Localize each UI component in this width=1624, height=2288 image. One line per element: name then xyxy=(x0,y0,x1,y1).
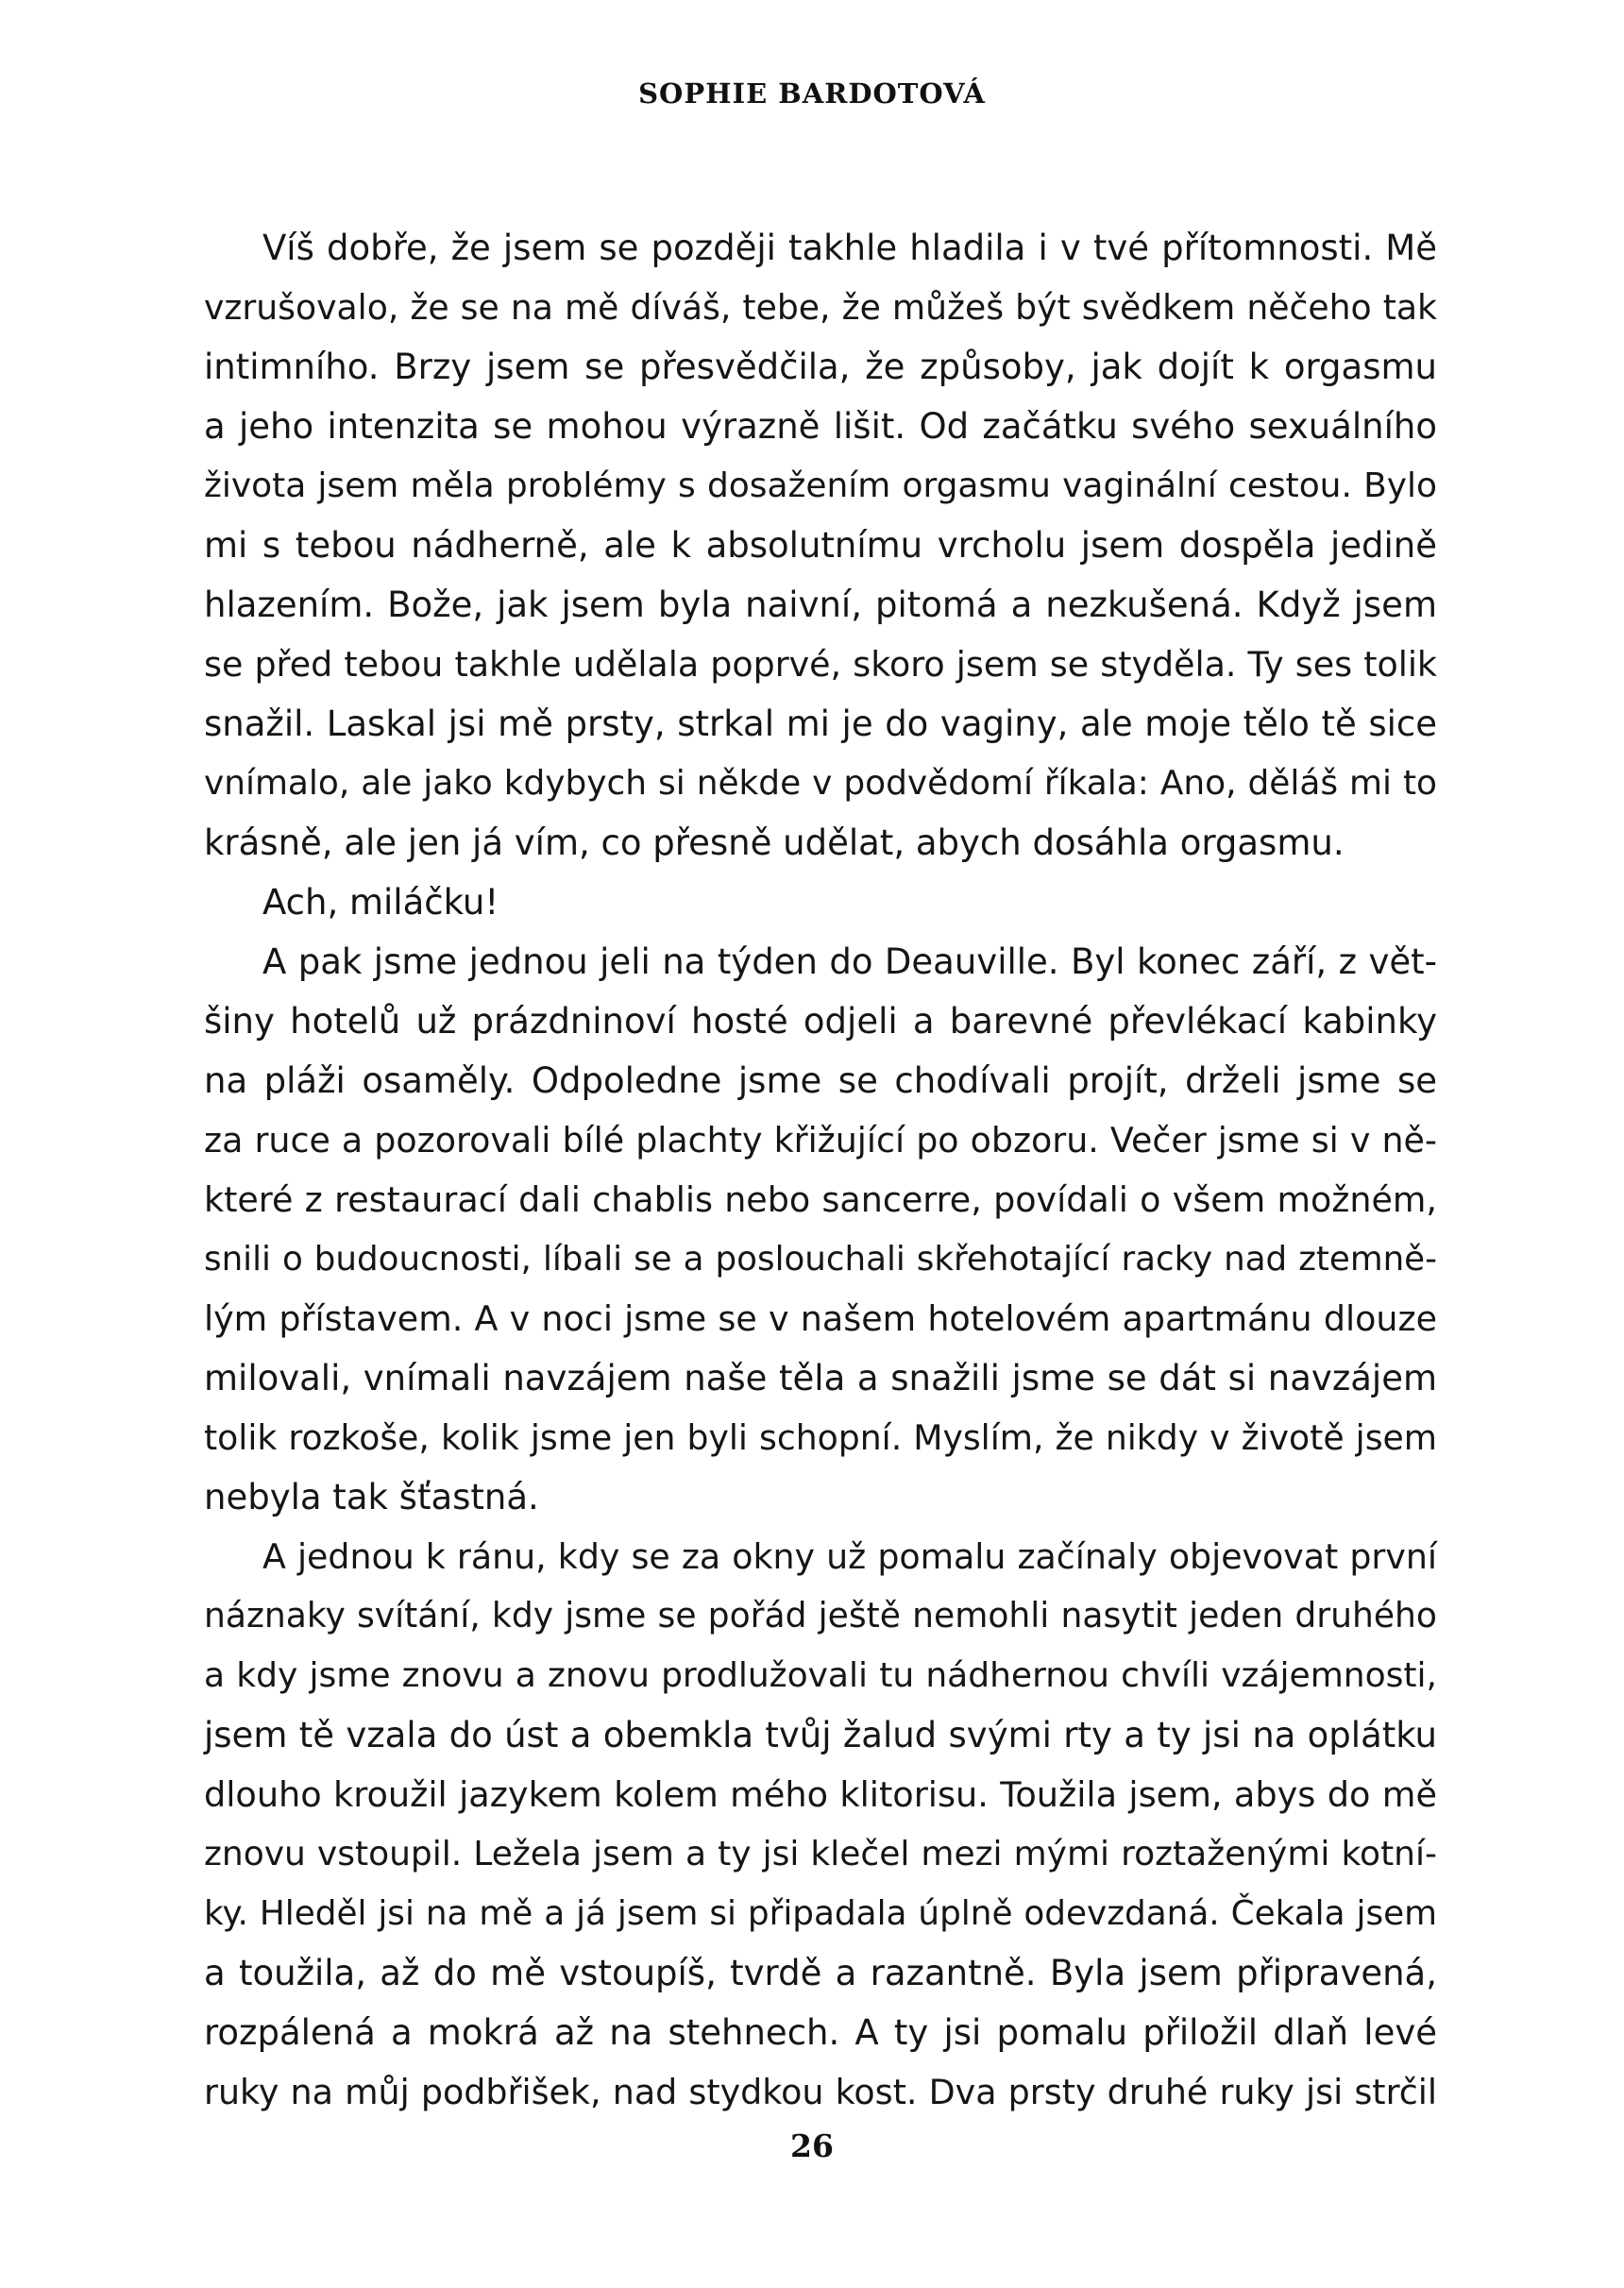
text-line: na pláži osaměly. Odpoledne jsme se chodívali projít, drželi jsme se xyxy=(204,1060,1437,1101)
text-line: vzrušovalo, že se na mě díváš, tebe, že můžeš být svědkem něčeho tak xyxy=(204,287,1437,328)
text-line: života jsem měla problémy s dosažením orgasmu vaginální cestou. Bylo xyxy=(204,466,1437,505)
text-line: které z restaurací dali chablis nebo sancerre, povídali o všem možném, xyxy=(204,1179,1437,1220)
page-number: 26 xyxy=(790,2127,834,2164)
text-line: Ach, miláčku! xyxy=(262,882,499,923)
text-line: a jeho intenzita se mohou výrazně lišit. Od začátku svého sexuálního xyxy=(204,406,1437,447)
running-header-author: SOPHIE BARDOTOVÁ xyxy=(638,77,986,110)
text-line: a kdy jsme znovu a znovu prodlužovali tu nádhernou chvíli vzájemnosti, xyxy=(204,1656,1437,1695)
text-line: znovu vstoupil. Ležela jsem a ty jsi klečel mezi mými roztaženými kotní- xyxy=(204,1835,1437,1873)
text-line: milovali, vnímali navzájem naše těla a snažili jsme se dát si navzájem xyxy=(204,1358,1437,1398)
text-line: nebyla tak šťastná. xyxy=(204,1477,539,1517)
text-line: ruky na můj podbřišek, nad stydkou kost. Dva prsty druhé ruky jsi strčil xyxy=(204,2072,1437,2112)
text-line: krásně, ale jen já vím, co přesně udělat, abych dosáhla orgasmu. xyxy=(204,822,1345,863)
text-line: dlouho kroužil jazykem kolem mého klitorisu. Toužila jsem, abys do mě xyxy=(204,1774,1437,1815)
text-line: rozpálená a mokrá až na stehnech. A ty jsi pomalu přiložil dlaň levé xyxy=(204,2012,1437,2053)
text-line: šiny hotelů už prázdninoví hosté odjeli a barevné převlékací kabinky xyxy=(204,1001,1437,1042)
text-line: snažil. Laskal jsi mě prsty, strkal mi je do vaginy, ale moje tělo tě sice xyxy=(204,703,1437,744)
text-line: za ruce a pozorovali bílé plachty křižující po obzoru. Večer jsme si v ně- xyxy=(204,1120,1437,1161)
text-line: mi s tebou nádherně, ale k absolutnímu vrcholu jsem dospěla jedině xyxy=(204,525,1437,566)
text-line: A pak jsme jednou jeli na týden do Deauville. Byl konec září, z vět- xyxy=(262,941,1437,982)
text-line: Víš dobře, že jsem se později takhle hladila i v tvé přítomnosti. Mě xyxy=(262,228,1437,268)
text-line: jsem tě vzala do úst a obemkla tvůj žalud svými rty a ty jsi na oplátku xyxy=(204,1715,1437,1755)
text-line: hlazením. Bože, jak jsem byla naivní, pitomá a nezkušená. Když jsem xyxy=(204,585,1437,625)
text-line: náznaky svítání, kdy jsme se pořád ještě nemohli nasytit jeden druhého xyxy=(204,1596,1437,1635)
text-line: ky. Hleděl jsi na mě a já jsem si připadala úplně odevzdaná. Čekala jsem xyxy=(204,1894,1437,1933)
text-line: A jednou k ránu, kdy se za okny už pomalu začínaly objevovat první xyxy=(262,1536,1437,1577)
text-line: lým přístavem. A v noci jsme se v našem hotelovém apartmánu dlouze xyxy=(204,1298,1437,1339)
text-line: se před tebou takhle udělala poprvé, skoro jsem se styděla. Ty ses tolik xyxy=(204,644,1437,685)
page-body xyxy=(204,218,1437,2122)
text-line: vnímalo, ale jako kdybych si někde v podvědomí říkala: Ano, děláš mi to xyxy=(204,764,1437,803)
text-line: tolik rozkoše, kolik jsme jen byli schopní. Myslím, že nikdy v životě jsem xyxy=(204,1417,1437,1458)
text-line: intimního. Brzy jsem se přesvědčila, že způsoby, jak dojít k orgasmu xyxy=(204,347,1437,387)
text-line: snili o budoucnosti, líbali se a poslouchali skřehotající racky nad ztemně- xyxy=(204,1240,1437,1279)
text-line: a toužila, až do mě vstoupíš, tvrdě a razantně. Byla jsem připravená, xyxy=(204,1953,1437,1993)
